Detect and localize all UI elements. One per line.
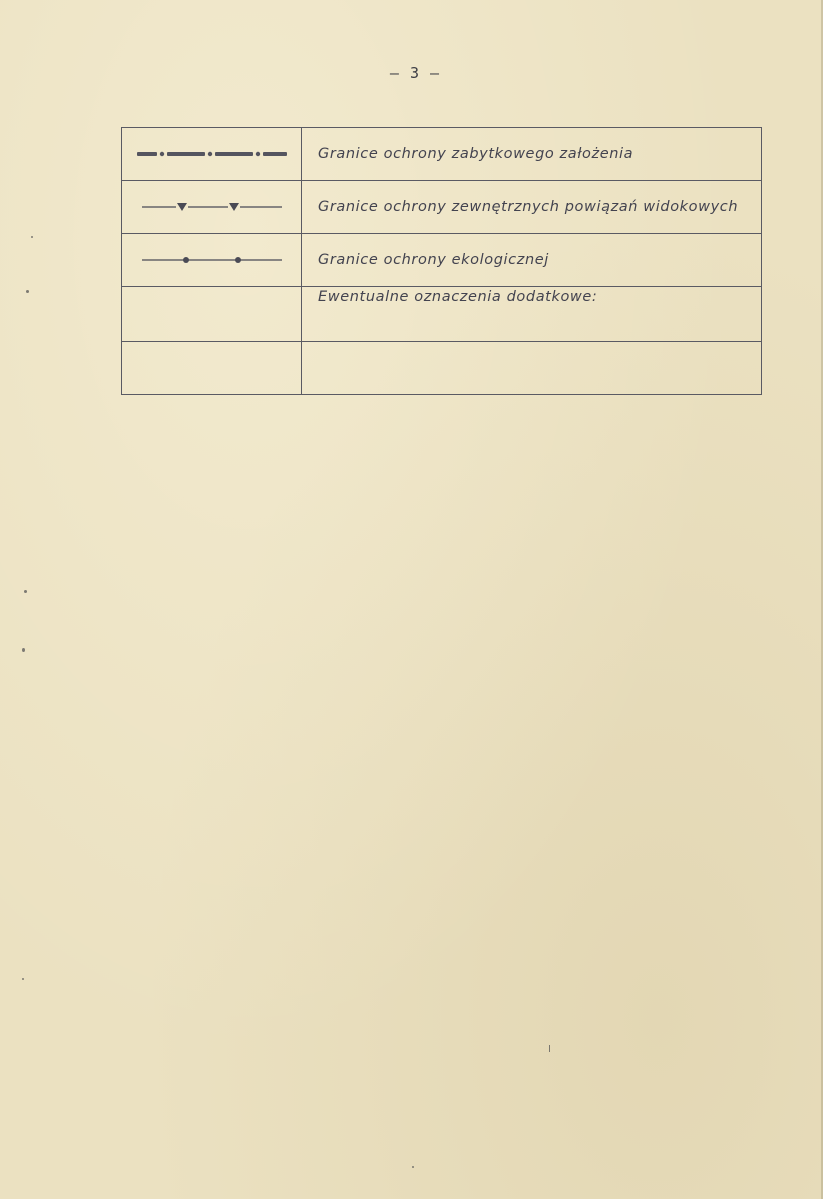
- paper-speck: [22, 978, 24, 980]
- paper-speck: [31, 236, 33, 238]
- legend-label: Granice ochrony ekologicznej: [302, 234, 762, 287]
- legend-symbol-cell: [122, 128, 302, 181]
- dot-marker-line-icon: [142, 255, 282, 265]
- paper-speck: [26, 290, 29, 293]
- dash-dot-boundary-line-icon: [137, 149, 287, 159]
- legend-symbol-cell: [122, 181, 302, 234]
- legend-row: [122, 181, 762, 234]
- legend-label: Granice ochrony zewnętrznych powiązań widokowych: [302, 181, 762, 234]
- legend-symbol-cell: [122, 287, 302, 342]
- legend-label: Ewentualne oznaczenia dodatkowe:: [302, 287, 762, 342]
- legend-table: [121, 127, 762, 395]
- triangle-marker-line-icon: [142, 201, 282, 213]
- legend-label: Granice ochrony zabytkowego założenia: [302, 128, 762, 181]
- legend-row: [122, 128, 762, 181]
- legend-label: [302, 342, 762, 395]
- paper-speck: [549, 1045, 550, 1052]
- legend-symbol-cell: [122, 342, 302, 395]
- legend-symbol-cell: [122, 234, 302, 287]
- legend-row: [122, 234, 762, 287]
- page-number: – 3 –: [389, 64, 441, 82]
- paper-speck: [24, 590, 27, 593]
- legend-row: [122, 342, 762, 395]
- paper-speck: [412, 1166, 414, 1168]
- legend-row: [122, 287, 762, 342]
- paper-speck: [22, 648, 25, 652]
